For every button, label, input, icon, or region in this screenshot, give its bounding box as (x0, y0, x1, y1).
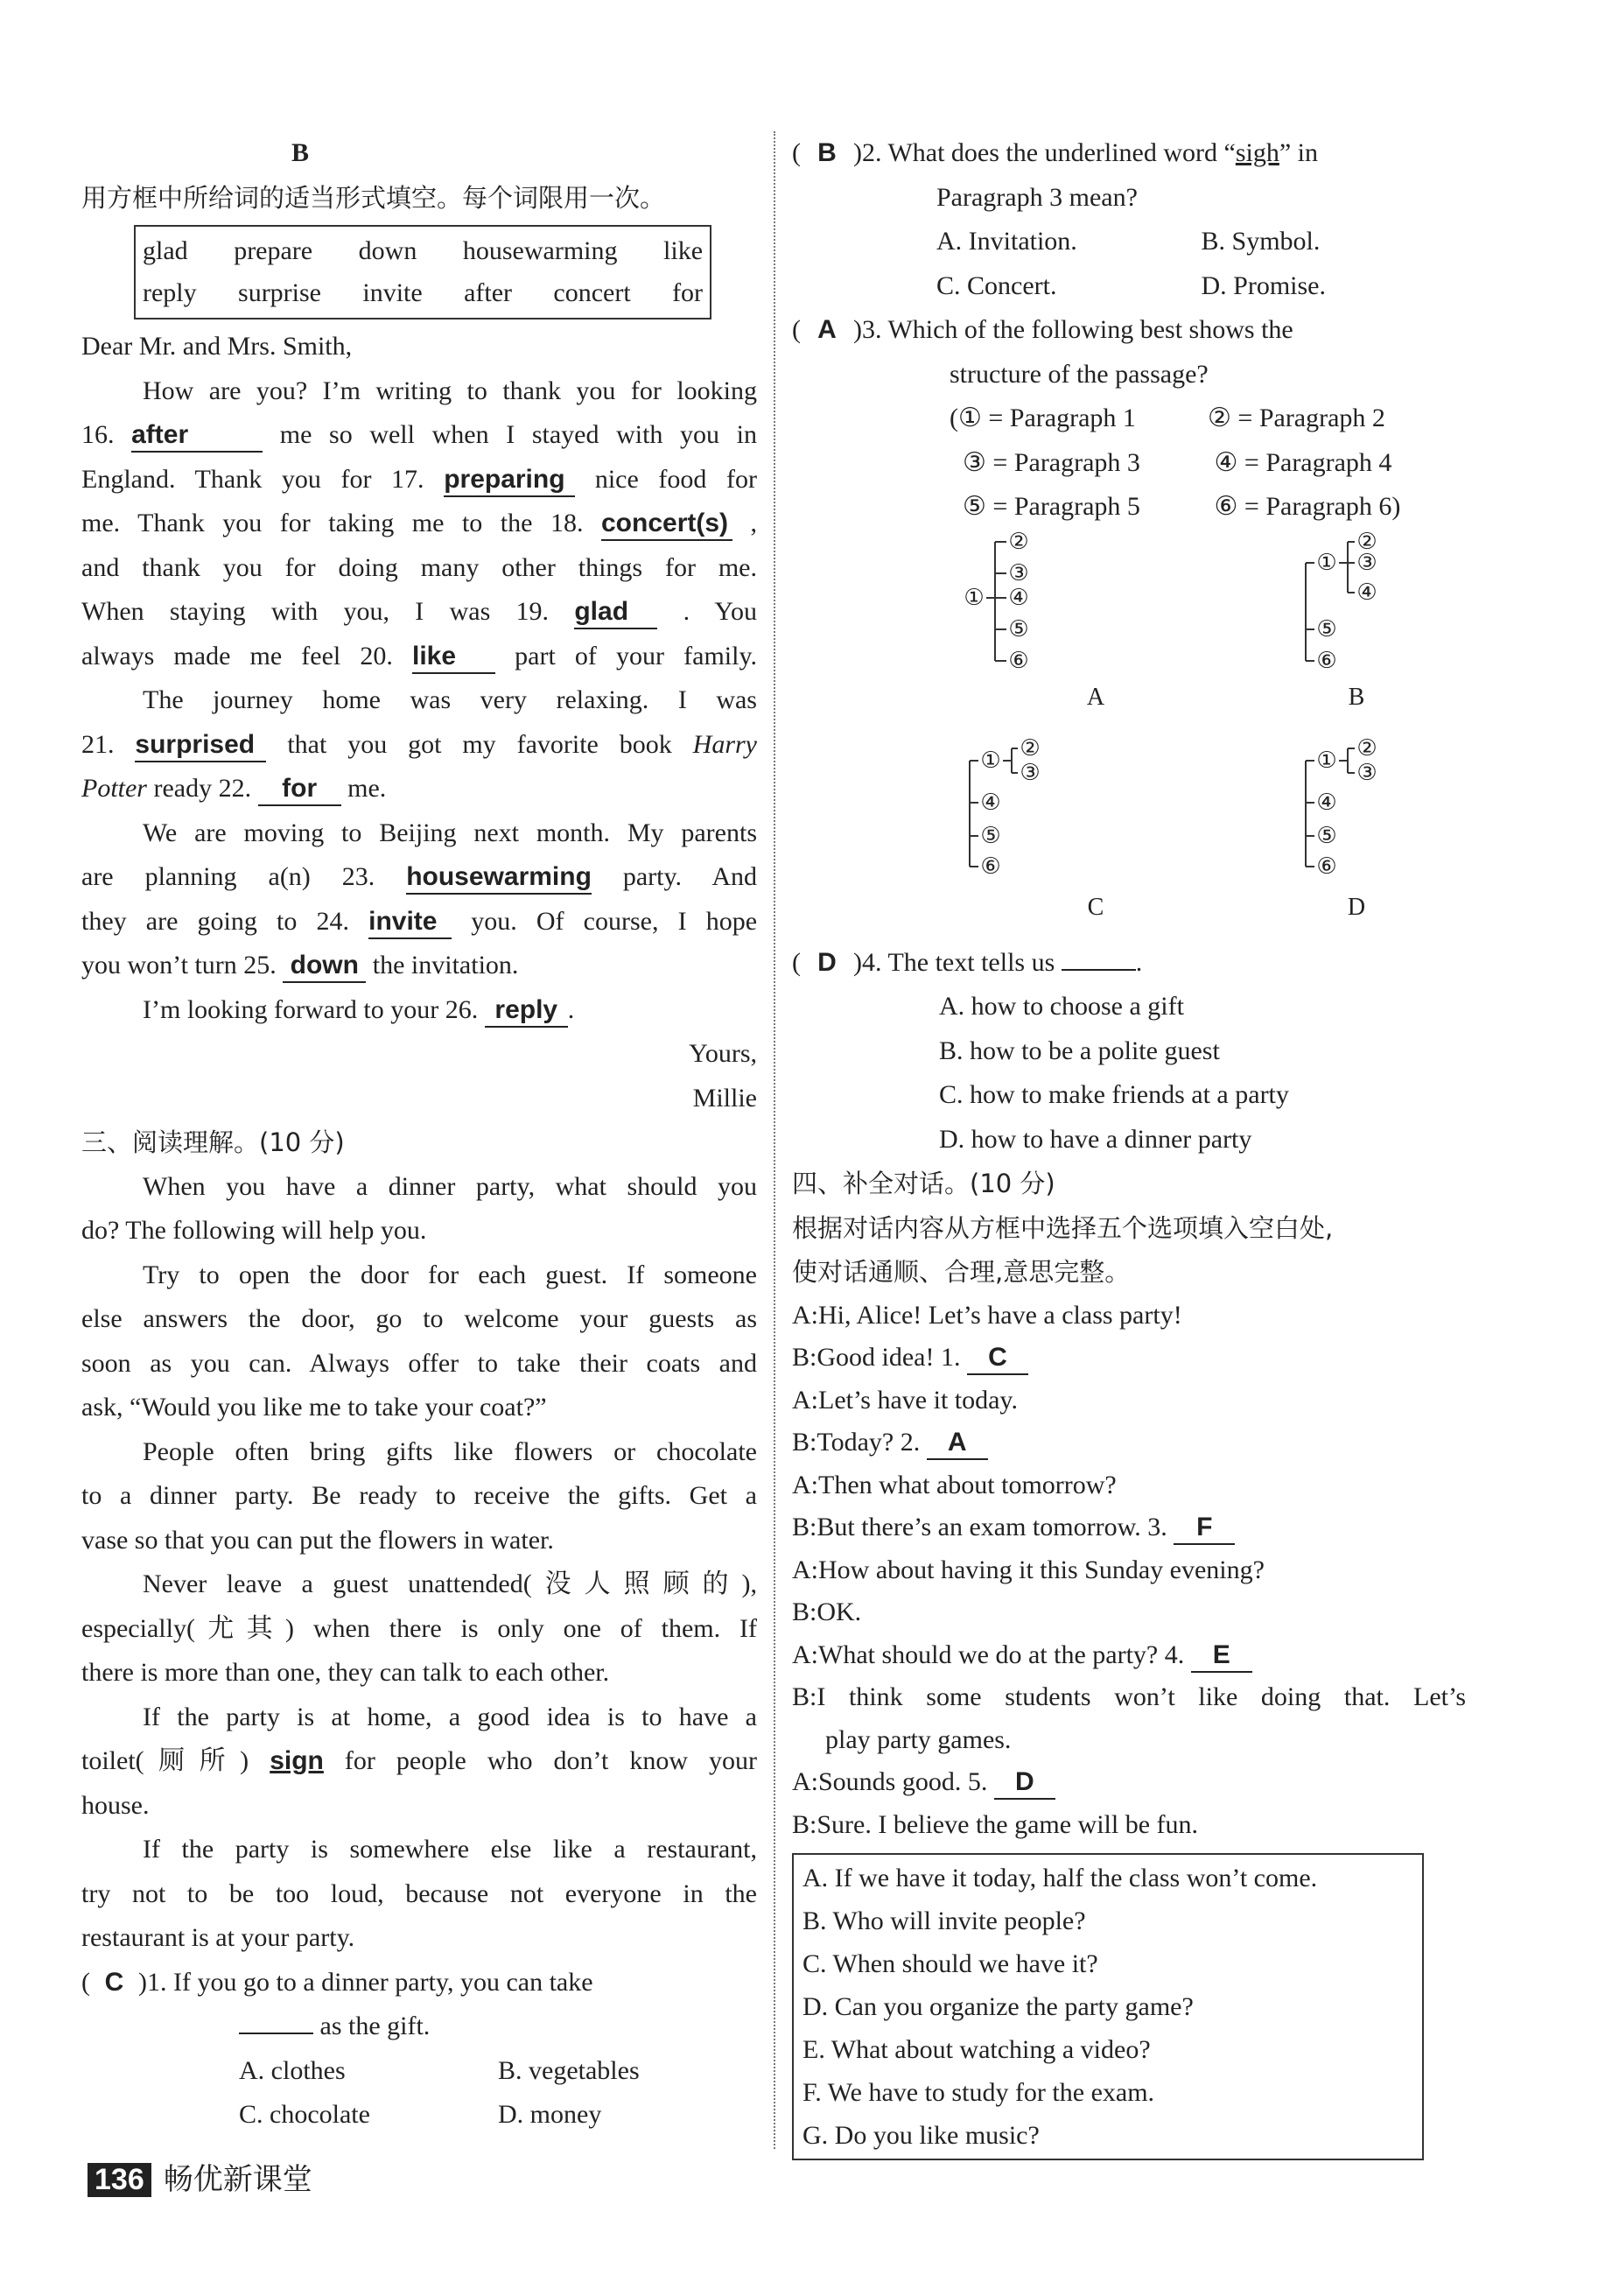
dialogue-line: A:How about having it this Sunday evening? (792, 1555, 1265, 1584)
option: B. Symbol. (1201, 227, 1321, 256)
dialogue-line: B:But there’s an exam tomorrow. 3. F (792, 1506, 1466, 1549)
word: down (358, 236, 417, 265)
dialogue-line: B:Sure. I believe the game will be fun. (792, 1809, 1199, 1839)
word: concert (553, 278, 631, 307)
option: D. money (498, 2100, 602, 2129)
word: reply (143, 278, 197, 307)
option: C. Concert. (936, 270, 1057, 300)
word-box-row-1 (143, 230, 703, 272)
word: invite (362, 278, 423, 307)
option: A. Invitation. (936, 227, 1077, 256)
question-2-options (792, 220, 1466, 264)
letter-line: always made me feel 20. like part of your family. (81, 635, 757, 679)
diagram-a-lines (986, 542, 1006, 661)
underlined-word-sign: sign (270, 1746, 324, 1775)
letter-line: The journey home was very relaxing. I was (143, 685, 757, 714)
word: surprise (238, 278, 321, 307)
letter-line: 21. surprised that you got my favorite book Harry (81, 723, 757, 768)
question-blank (1062, 969, 1136, 971)
answer-blank-21: surprised (135, 729, 266, 762)
question-4: ( D )4. The text tells us . (792, 947, 1143, 977)
passage-line: especially(尤其) when there is only one of them. If (81, 1613, 757, 1643)
question-2-options (792, 264, 1466, 309)
word: like (663, 236, 704, 265)
dialogue-line: A:Let’s have it today. (792, 1385, 1018, 1415)
section-3-heading: 三、阅读理解。(10 分) (81, 1127, 345, 1157)
word-box (134, 225, 711, 319)
right-column (792, 131, 1466, 2160)
section-4-heading: 四、补全对话。(10 分) (792, 1169, 1055, 1198)
left-column (81, 131, 757, 2138)
circled-number: ① (1316, 549, 1337, 576)
letter-line: 16. after me so well when I stayed with you in (81, 413, 757, 458)
column-divider (774, 131, 775, 2149)
answer-blank-22: for (258, 773, 341, 806)
paragraph-key: ⑤ = Paragraph 5 ⑥ = Paragraph 6) (963, 492, 1401, 521)
circled-number: ⑤ (980, 822, 1001, 849)
letter-signature: Millie (692, 1083, 757, 1113)
passage-line: house. (81, 1790, 150, 1820)
passage-line: else answers the door, go to welcome your guests as (81, 1304, 757, 1333)
option: B. how to be a polite guest (939, 1036, 1220, 1065)
circled-number: ⑥ (1316, 853, 1337, 880)
letter-line: We are moving to Beijing next month. My parents (143, 818, 757, 847)
dialogue-option: B. Who will invite people? (803, 1906, 1086, 1935)
option: A. how to choose a gift (939, 992, 1184, 1021)
circled-number: ② (1020, 734, 1041, 762)
word-box-row-2 (143, 272, 703, 314)
dialogue-line: B:OK. (792, 1597, 862, 1626)
section-4-instruction: 根据对话内容从方框中选择五个选项填入空白处, (792, 1212, 1334, 1243)
answer-blank-16: after (131, 419, 263, 453)
dialogue-line: A:Hi, Alice! Let’s have a class party! (792, 1300, 1182, 1330)
circled-number: ⑥ (980, 853, 1001, 880)
question-blank (239, 2033, 313, 2034)
answer-blank-20: like (412, 641, 495, 674)
dialogue-answer-1: C (967, 1342, 1028, 1375)
circled-number: ④ (1356, 579, 1377, 606)
dialogue-line: A:Sounds good. 5. D (792, 1761, 1466, 1804)
dialogue-answer-4: E (1191, 1639, 1252, 1673)
dialogue-option: A. If we have it today, half the class won’t come. (803, 1864, 1318, 1892)
structure-diagrams-svg (792, 530, 1466, 941)
letter-closing: Yours, (689, 1039, 757, 1068)
option: D. how to have a dinner party (939, 1124, 1252, 1154)
question-1-stem: as the gift. (81, 2005, 757, 2049)
word: after (464, 278, 513, 307)
dialogue-line: B:Good idea! 1. C (792, 1337, 1466, 1380)
dialogue-answer-5: D (994, 1766, 1055, 1800)
diagram-label-c: C (1087, 893, 1104, 921)
dialogue-options-box (792, 1853, 1424, 2160)
option: B. vegetables (498, 2055, 640, 2085)
passage-line: to a dinner party. Be ready to receive the gifts. Get a (81, 1481, 757, 1510)
letter-line: and thank you for doing many other things for me. (81, 552, 757, 582)
answer-q3: A (817, 315, 837, 344)
dialogue-answer-3: F (1174, 1512, 1235, 1545)
question-1: ( C )1. If you go to a dinner party, you can take (81, 1967, 593, 1997)
dialogue-answer-2: A (927, 1427, 988, 1460)
word: housewarming (462, 236, 618, 265)
passage-line: ask, “Would you like me to take your coat?” (81, 1393, 547, 1422)
passage-line: do? The following will help you. (81, 1216, 427, 1245)
passage-line: try not to be too loud, because not everyone in the (81, 1878, 757, 1908)
page-number: 136 (88, 2163, 151, 2197)
dialogue-line: A:Then what about tomorrow? (792, 1470, 1117, 1499)
diagram-label-d: D (1347, 893, 1366, 921)
part-b-heading: B (291, 138, 309, 167)
passage-line: When you have a dinner party, what should you (143, 1171, 757, 1201)
letter-line: me. Thank you for taking me to the 18. concert(s) , (81, 502, 757, 546)
circled-number: ⑥ (1008, 647, 1029, 674)
circled-number: ④ (1008, 584, 1029, 611)
dialogue-option: G. Do you like music? (803, 2121, 1040, 2150)
passage-line: soon as you can. Always offer to take their coats and (81, 1348, 757, 1378)
option: A. clothes (239, 2055, 346, 2085)
passage-line: People often bring gifts like flowers or chocolate (143, 1436, 757, 1466)
question-2-stem: Paragraph 3 mean? (936, 182, 1138, 212)
circled-number: ③ (1008, 559, 1029, 586)
circled-number: ⑤ (1316, 822, 1337, 849)
dialogue-line: play party games. (825, 1724, 1012, 1754)
dialogue-option: D. Can you organize the party game? (803, 1992, 1194, 2021)
circled-number: ② (1356, 529, 1377, 555)
letter-line: England. Thank you for 17. preparing nice food for (81, 458, 757, 502)
word: glad (143, 236, 188, 265)
circled-number: ③ (1020, 759, 1041, 786)
answer-blank-19: glad (574, 596, 657, 629)
letter-line: they are going to 24. invite you. Of course, I hope (81, 900, 757, 944)
passage-line: Try to open the door for each guest. If someone (143, 1260, 757, 1289)
circled-number: ② (1008, 529, 1029, 555)
passage-line: vase so that you can put the flowers in water. (81, 1525, 554, 1555)
passage-line: Never leave a guest unattended(没人照顾的), (143, 1569, 757, 1598)
diagram-label-a: A (1086, 683, 1105, 711)
passage-line: If the party is at home, a good idea is to have a (143, 1702, 757, 1731)
circled-number: ④ (1316, 789, 1337, 816)
circled-number: ⑤ (1008, 615, 1029, 642)
dialogue-line: B:Today? 2. A (792, 1422, 1466, 1464)
answer-blank-26: reply (485, 994, 568, 1028)
paragraph-key: ③ = Paragraph 3 ④ = Paragraph 4 (963, 447, 1392, 477)
page-footer (88, 2155, 312, 2198)
option: D. Promise. (1201, 270, 1326, 300)
circled-number: ③ (1356, 759, 1377, 786)
question-2: ( B )2. What does the underlined word “sigh” in (792, 138, 1318, 167)
answer-q4: D (817, 947, 837, 977)
circled-number: ④ (980, 789, 1001, 816)
answer-blank-17: preparing (444, 464, 575, 497)
passage-line: there is more than one, they can talk to each other. (81, 1658, 610, 1687)
answer-blank-25: down (283, 950, 366, 983)
circled-number: ① (980, 747, 1001, 774)
question-3-stem: structure of the passage? (950, 359, 1209, 389)
structure-diagrams (792, 530, 1466, 941)
brand-name: 畅优新课堂 (163, 2162, 312, 2197)
letter-line: I’m looking forward to your 26. reply . (81, 988, 757, 1033)
letter-line: you won’t turn 25. down the invitation. (81, 944, 757, 988)
passage-line: If the party is somewhere else like a restaurant, (143, 1835, 757, 1864)
option: C. how to make friends at a party (939, 1080, 1289, 1109)
letter-line: When staying with you, I was 19. glad . You (81, 590, 757, 635)
answer-blank-24: invite (368, 906, 452, 939)
dialogue-line: A:What should we do at the party? 4. E (792, 1634, 1466, 1677)
passage-line: toilet(厕所) sign for people who don’t know your (81, 1746, 758, 1775)
dialogue-option: F. We have to study for the exam. (803, 2078, 1155, 2107)
answer-blank-23: housewarming (406, 861, 592, 895)
letter-greeting: Dear Mr. and Mrs. Smith, (81, 332, 353, 361)
answer-blank-18: concert(s) (601, 508, 732, 541)
section-4-instruction: 使对话通顺、合理,意思完整。 (792, 1257, 1131, 1287)
circled-number: ⑥ (1316, 647, 1337, 674)
circled-number: ③ (1356, 549, 1377, 576)
question-3: ( A )3. Which of the following best shows the (792, 315, 1293, 344)
circled-number: ⑤ (1316, 615, 1337, 642)
question-1-options (81, 2049, 757, 2094)
circled-number: ② (1356, 734, 1377, 762)
letter-line: How are you? I’m writing to thank you for looking (143, 376, 757, 405)
dialogue-option: E. What about watching a video? (803, 2035, 1151, 2064)
dialogue-option: C. When should we have it? (803, 1949, 1098, 1978)
circled-number: ① (1316, 747, 1337, 774)
passage-line: restaurant is at your party. (81, 1923, 355, 1952)
paragraph-key: (① = Paragraph 1 ② = Paragraph 2 (950, 404, 1385, 432)
question-1-options (81, 2093, 757, 2138)
option: C. chocolate (239, 2100, 370, 2129)
circled-number: ① (964, 584, 985, 611)
word: for (672, 278, 704, 307)
diagram-label-b: B (1348, 683, 1365, 711)
answer-q2: B (817, 138, 837, 167)
part-b-instruction: 用方框中所给词的适当形式填空。每个词限用一次。 (81, 182, 666, 213)
letter-line: Potter ready 22. for me. (81, 767, 757, 811)
letter-line: are planning a(n) 23. housewarming party. And (81, 855, 757, 900)
dialogue-line: B:I think some students won’t like doing that. Let’s (792, 1682, 1466, 1711)
word: prepare (234, 236, 313, 265)
answer-q1: C (104, 1967, 124, 1997)
